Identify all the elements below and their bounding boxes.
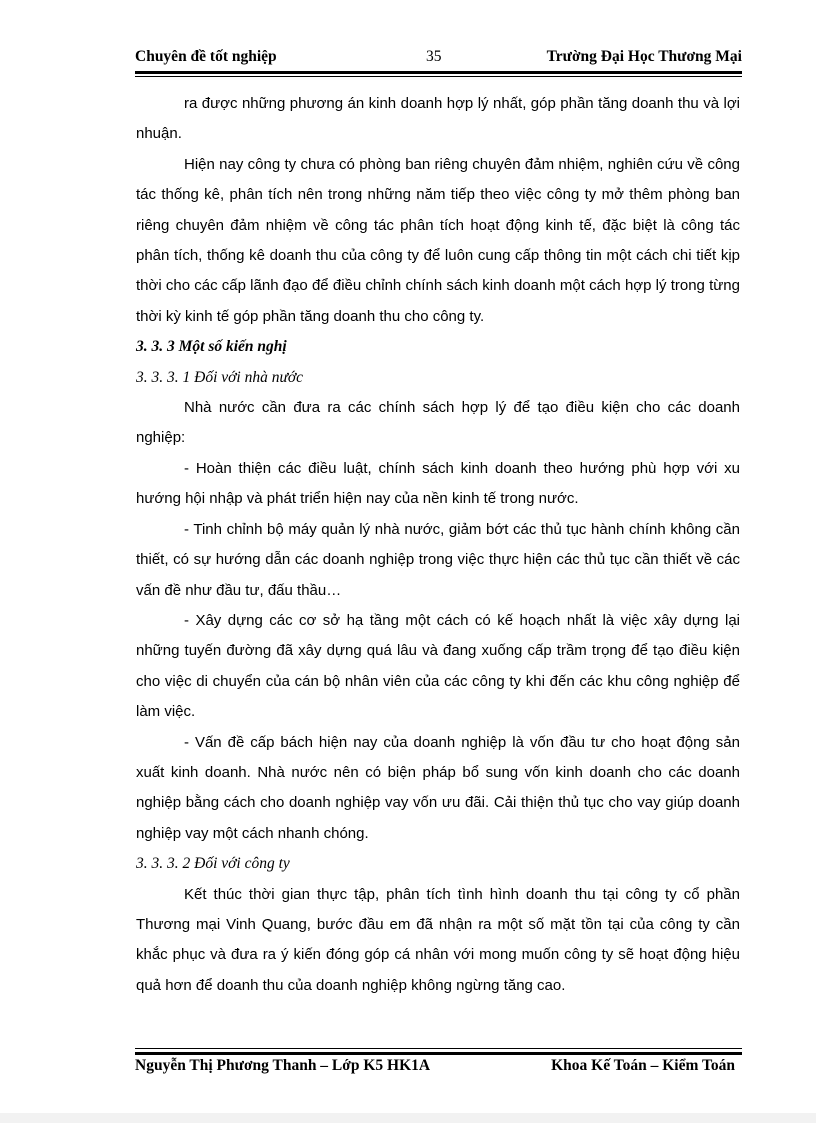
page-bottom-band: [0, 1113, 816, 1123]
page-header: [135, 48, 742, 70]
list-item: - Vấn đề cấp bách hiện nay của doanh nghiệp là vốn đầu tư cho hoạt động sản xuất kinh doanh. Nhà nước nên có biện pháp bổ sung vốn kinh doanh cho các doanh nghiệp bằng cách cho doanh nghiệp vay vốn ưu đãi. Cải thiện thủ tục cho vay giúp doanh nghiệp vay một cách nhanh chóng.: [136, 733, 740, 842]
body-text: [136, 89, 740, 1001]
page-footer: [135, 1057, 735, 1079]
subsection-heading: 3. 3. 3. 1 Đối với nhà nước: [136, 368, 304, 386]
page-number: 35: [426, 48, 442, 65]
footer-author: Nguyễn Thị Phương Thanh – Lớp K5 HK1A: [135, 1057, 431, 1074]
footer-rule-thin: [135, 1048, 742, 1049]
paragraph: Kết thúc thời gian thực tập, phân tích tình hình doanh thu tại công ty cổ phần Thương mại Vinh Quang, bước đầu em đã nhận ra một số mặt tồn tại của công ty cần khắc phục và đưa ra ý kiến đóng góp cá nhân với mong muốn công ty sẽ hoạt động hiệu quả hơn để doanh thu của doanh nghiệp không ngừng tăng cao.: [136, 885, 740, 994]
list-item: - Tinh chỉnh bộ máy quản lý nhà nước, giảm bớt các thủ tục hành chính không cần thiết, có sự hướng dẫn các doanh nghiệp trong việc thực hiện các thủ tục cần thiết về các vấn đề như đầu tư, đấu thầu…: [136, 520, 740, 599]
header-university: Trường Đại Học Thương Mại: [546, 48, 742, 65]
header-rule-thick: [135, 71, 742, 74]
paragraph: Hiện nay công ty chưa có phòng ban riêng chuyên đảm nhiệm, nghiên cứu về công tác thống kê, phân tích nên trong những năm tiếp theo việc công ty mở thêm phòng ban riêng chuyên đảm nhiệm về công tác phân tích hoạt động kinh tế, đặc biệt là công tác phân tích, thống kê doanh thu của công ty để luôn cung cấp thông tin một cách chi tiết kịp thời cho các cấp lãnh đạo để điều chỉnh chính sách kinh doanh một cách hợp lý trong từng thời kỳ kinh tế góp phần tăng doanh thu cho công ty.: [136, 155, 740, 325]
section-heading: 3. 3. 3 Một số kiến nghị: [136, 338, 287, 356]
header-thesis-label: Chuyên đề tốt nghiệp: [135, 48, 277, 65]
footer-rule-thick: [135, 1052, 742, 1055]
list-item: - Hoàn thiện các điều luật, chính sách kinh doanh theo hướng phù hợp với xu hướng hội nhập và phát triển hiện nay của nền kinh tế trong nước.: [136, 459, 740, 508]
paragraph: ra được những phương án kinh doanh hợp lý nhất, góp phần tăng doanh thu và lợi nhuận.: [136, 95, 740, 143]
paragraph: Nhà nước cần đưa ra các chính sách hợp lý để tạo điều kiện cho các doanh nghiệp:: [136, 399, 740, 447]
subsection-heading: 3. 3. 3. 2 Đối với công ty: [136, 855, 290, 873]
footer-department: Khoa Kế Toán – Kiểm Toán: [551, 1057, 735, 1074]
header-rule-thin: [135, 76, 742, 77]
list-item: - Xây dựng các cơ sở hạ tầng một cách có kế hoạch nhất là việc xây dựng lại những tuyến đường đã xây dựng quá lâu và đang xuống cấp trầm trọng để tạo điều kiện cho việc di chuyển của cán bộ nhân viên của các công ty khi đến các khu công nghiệp để làm việc.: [136, 611, 740, 721]
